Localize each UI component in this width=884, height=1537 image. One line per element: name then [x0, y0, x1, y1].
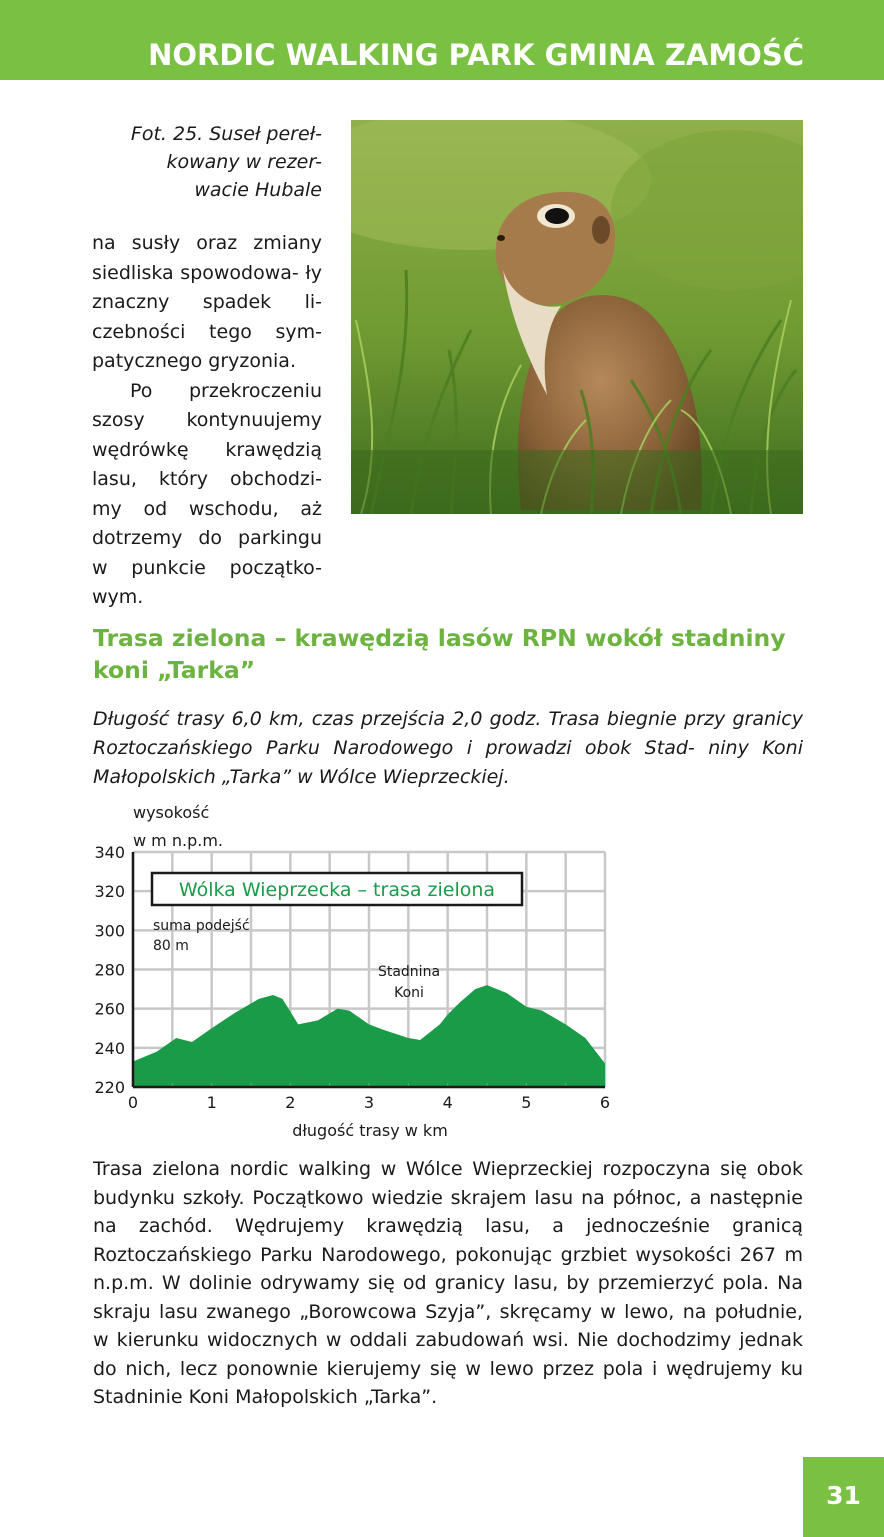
y-tick-label: 340	[94, 843, 125, 862]
y-axis-label: w m n.p.m.	[133, 831, 223, 850]
side-column-text	[92, 229, 322, 613]
paragraph: Po przekroczeniu szosy kontynuujemy wędrówkę krawędzią lasu, który obchodzi- my od wschodu, aż dotrzemy do parkingu w punkcie początko- wym.	[92, 379, 322, 608]
x-tick-label: 3	[363, 1093, 375, 1112]
main-paragraph: Trasa zielona nordic walking w Wólce Wieprzeckiej rozpoczyna się obok budynku szkoły. Początkowo wiedzie skrajem lasu na północ, a następnie na zachód. Wędrujemy krawędzią lasu, a jednocześnie granicą Roztoczańskiego Parku Narodowego, pokonując grzbiet wysokości 267 m n.p.m. W dolinie odrywamy się od granicy lasu, by przemierzyć pola. Na skraju lasu zwanego „Borowcowa Szyja”, skręcamy w lewo, na południe, w kierunku widocznych w oddali zabudowań wsi. Nie dochodzimy jednak do nich, lecz ponownie kierujemy się w lewo przez pola i wędrujemy ku Stadninie Koni Małopolskich „Tarka”.	[93, 1158, 803, 1408]
y-axis-label: wysokość	[133, 803, 210, 822]
y-tick-label: 300	[94, 921, 125, 941]
stud-farm-label: Koni	[394, 985, 424, 1001]
page-number-box	[803, 1457, 884, 1537]
y-tick-label: 240	[94, 1038, 125, 1058]
y-tick-label: 320	[94, 882, 125, 902]
y-tick-label: 260	[94, 999, 125, 1019]
x-tick-label: 4	[442, 1093, 453, 1112]
x-axis-label: długość trasy w km	[292, 1121, 448, 1140]
chart-title: Wólka Wieprzecka – trasa zielona	[178, 879, 496, 901]
page-header	[0, 0, 884, 80]
total-ascent-label: suma podejść	[153, 918, 250, 934]
total-ascent-value: 80 m	[153, 938, 189, 954]
y-tick-label: 280	[94, 960, 125, 980]
stud-farm-label: Stadnina	[377, 964, 441, 980]
header-title: NORDIC WALKING PARK GMINA ZAMOŚĆ	[148, 38, 804, 72]
elevation-profile-svg	[80, 798, 640, 1144]
ground-squirrel-photo	[351, 120, 803, 514]
x-tick-label: 1	[206, 1093, 217, 1112]
x-tick-label: 6	[599, 1093, 611, 1112]
x-tick-label: 0	[127, 1093, 139, 1112]
x-tick-label: 2	[285, 1093, 296, 1112]
section-intro: Długość trasy 6,0 km, czas przejścia 2,0 godz. Trasa biegnie przy granicy Roztoczańskiego Parku Narodowego i prowadzi obok Stad- niny Koni Małopolskich „Tarka” w Wólce Wieprzeckiej.	[93, 708, 803, 788]
caption-line: kowany w rezer-	[166, 151, 322, 173]
caption-line: wacie Hubale	[194, 179, 322, 201]
paragraph: na susły oraz zmiany siedliska spowodowa- ły znaczny spadek li- czebności tego sym- patycznego gryzonia.	[92, 232, 322, 372]
photo-caption	[96, 120, 322, 204]
section-heading: Trasa zielona – krawędzią lasów RPN wokół stadniny koni „Tarka”	[93, 624, 786, 684]
page-number: 31	[826, 1481, 861, 1510]
elevation-profile-chart	[80, 798, 640, 1144]
y-tick-label: 220	[94, 1078, 125, 1097]
x-tick-label: 5	[521, 1093, 532, 1112]
caption-line: Fot. 25. Suseł pereł-	[130, 123, 322, 145]
ground-squirrel-illustration	[351, 120, 803, 514]
